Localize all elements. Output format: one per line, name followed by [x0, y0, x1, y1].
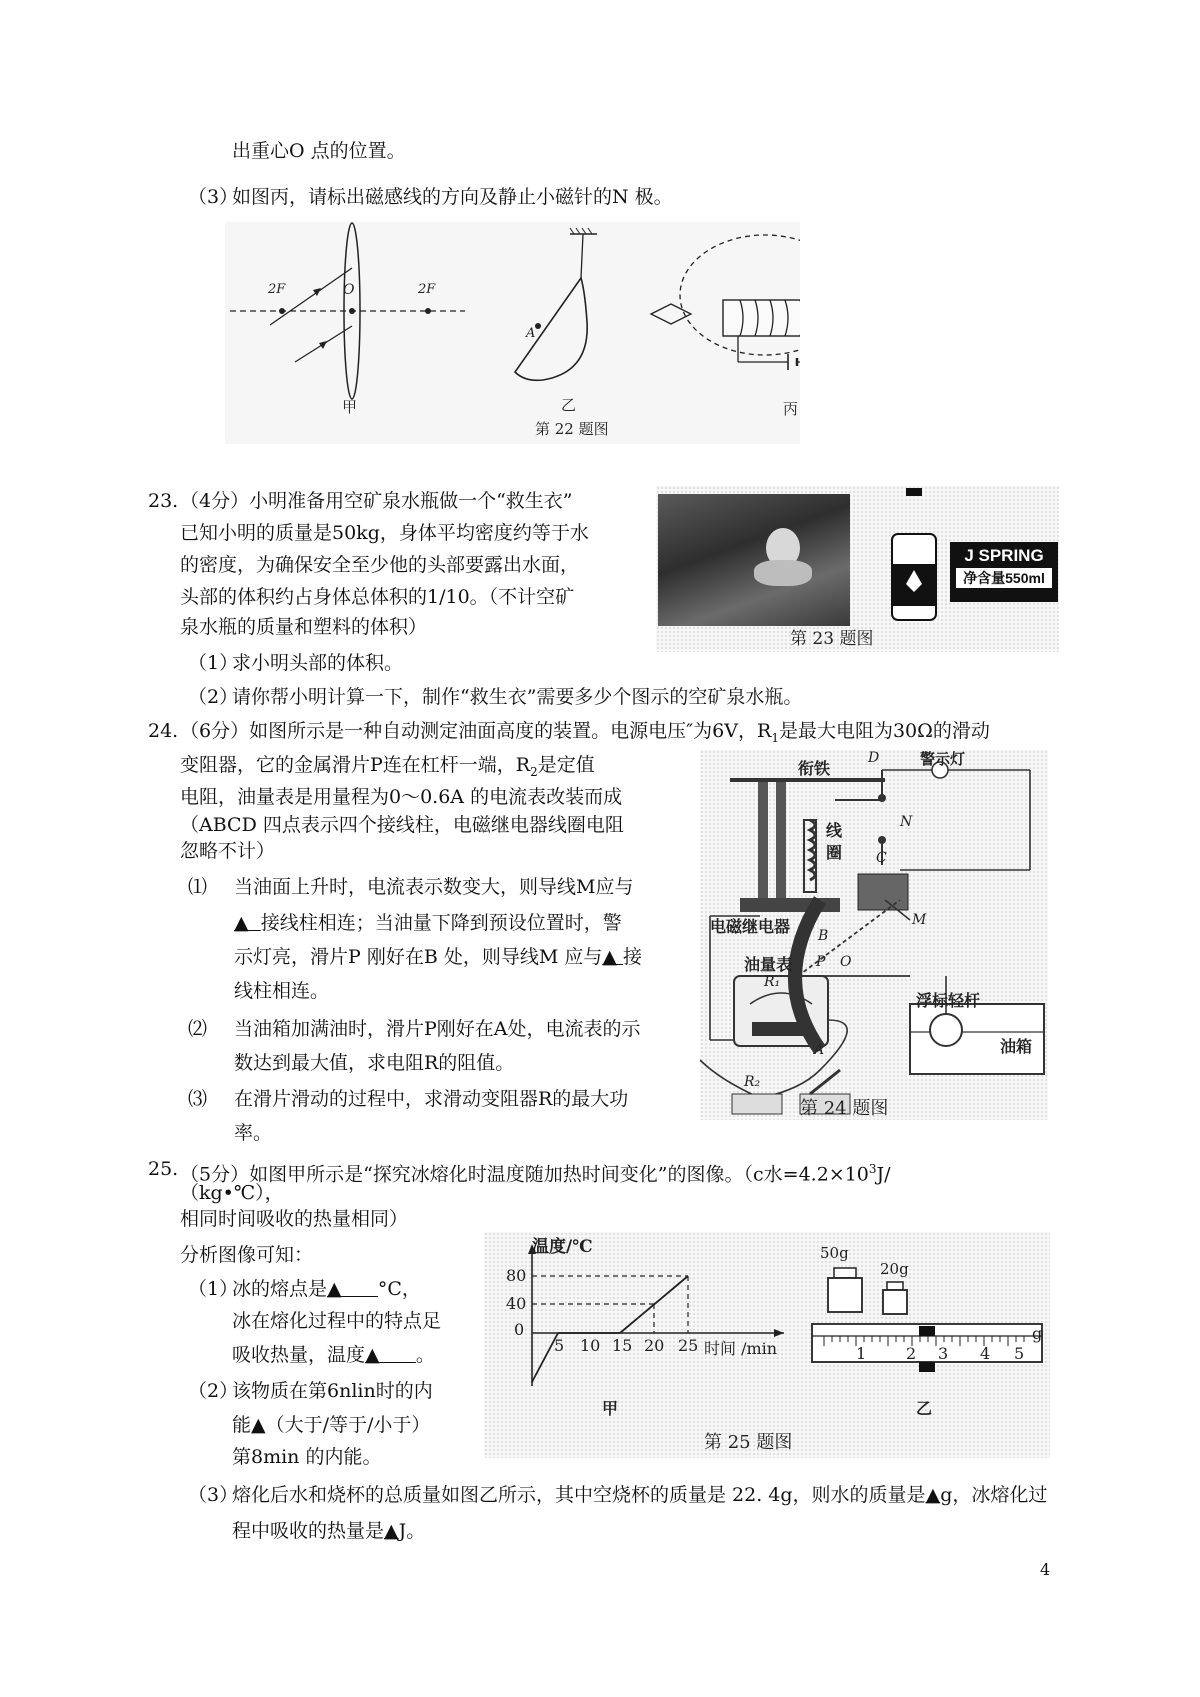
q25-sub1-line-1: 冰的熔点是▲ °C，: [232, 1278, 421, 1300]
q25-line-1: （5分）如图甲所示是“探究冰熔化时温度随加热时间变化”的图像。（c水$=4.2\times 10^3J/$: [180, 1162, 891, 1186]
label-o: O: [840, 954, 852, 970]
q23-number: 23.: [148, 490, 179, 512]
xtick-10: 10: [580, 1336, 601, 1355]
q23-line-4: 头部的体积约占身体总体积的1/10。（不计空矿: [180, 586, 575, 608]
scale-tick-3: 3: [938, 1344, 949, 1363]
q24-sub2-number: ⑵: [188, 1018, 208, 1040]
q24-sub1-line-2: ▲ 接线柱相连；当油量下降到预设位置时，警: [234, 912, 622, 934]
q24-sub1-line-1: 当油面上升时，电流表示数变大，则导线M应与: [234, 876, 634, 898]
scale-tick-4: 4: [980, 1344, 991, 1363]
figure-22: [225, 222, 800, 444]
xtick-5: 5: [554, 1336, 565, 1355]
xtick-25: 25: [678, 1336, 699, 1355]
q25-line-2: （kg•℃），: [180, 1182, 284, 1204]
q25-sub2-line-1: 该物质在第6nlin时的内: [232, 1380, 433, 1402]
q24-line-3: 电阻，油量表是用量程为0～0.6A 的电流表改装而成: [180, 786, 623, 808]
figure-23-caption: 第 23 题图: [790, 629, 874, 649]
coil-label-2: 圈: [826, 843, 843, 862]
q24-sub3-line-1: 在滑片滑动的过程中，求滑动变阻器R的最大功: [234, 1088, 629, 1110]
scale-unit: g: [1032, 1324, 1043, 1343]
label-o: O: [343, 282, 355, 298]
q25-sub1-line-2: 冰在熔化过程中的特点足: [232, 1310, 442, 1332]
label-a: A: [814, 1042, 825, 1058]
label-n: N: [900, 814, 913, 830]
bottle-volume: 净含量550ml: [956, 568, 1052, 588]
bottle-brand: J SPRING: [964, 546, 1044, 565]
q25-sub1-line-3: 吸收热量，温度▲ 。: [232, 1344, 435, 1366]
lamp-label: 警示灯: [920, 750, 966, 768]
q23-line-5: 泉水瓶的质量和塑料的体积）: [180, 616, 428, 638]
q24-line-1: （6分）如图所示是一种自动测定油面高度的装置。电源电压″为6V，$R_1$是最大电阻为30Ω的滑动: [180, 720, 990, 745]
q24-line-2: 变阻器，它的金属滑片P连在杠杆一端，$R_2$是定值: [180, 754, 595, 779]
figure-24-caption: 第 24 题图: [800, 1098, 889, 1119]
subfigure-yi: 乙: [916, 1399, 933, 1418]
weight-20g: 20g: [880, 1260, 909, 1278]
q25-sub2-line-3: 第8min 的内能。: [232, 1446, 382, 1468]
label-p: P: [816, 954, 826, 970]
tank-label: 油箱: [1000, 1037, 1033, 1056]
q24-sub3-line-2: 率。: [234, 1122, 273, 1144]
subfigure-jia: 甲: [602, 1399, 619, 1418]
ytick-80: 80: [506, 1266, 527, 1285]
page-number: 4: [1040, 1560, 1051, 1579]
q23-sub1-text: 求小明头部的体积。: [232, 652, 404, 674]
q23-line-2: 已知小明的质量是50kg，身体平均密度约等于水: [180, 522, 589, 544]
label-r2: R₂: [744, 1074, 761, 1090]
q24-sub3-number: ⑶: [188, 1088, 208, 1110]
q24-sub1-line-3: 示灯亮，滑片P 刚好在B 处，则导线M 应与▲ 接: [234, 946, 643, 968]
q23-sub2-text: 请你帮小明计算一下，制作“救生衣”需要多少个图示的空矿泉水瓶。: [232, 686, 803, 708]
q23-line-1: （4分）小明准备用空矿泉水瓶做一个“救生衣”: [180, 490, 573, 512]
q24-sub2-line-1: 当油箱加满油时，滑片P刚好在A处，电流表的示: [234, 1018, 641, 1040]
q25-sub3-line-2: 程中吸收的热量是▲J。: [232, 1520, 426, 1542]
label-c: C: [876, 850, 887, 866]
scale-tick-1: 1: [856, 1344, 867, 1363]
q25-sub3-line-1: 熔化后水和烧杯的总质量如图乙所示，其中空烧杯的质量是 22. 4g，则水的质量是▲g，冰熔化过: [232, 1484, 1048, 1506]
q24-line-5: 忽略不计）: [180, 840, 276, 862]
q23-sub2-number: （2）: [188, 686, 239, 708]
scale-tick-2: 2: [906, 1344, 917, 1363]
q22-sub3-text: 如图丙，请标出磁感线的方向及静止小磁针的N 极。: [232, 186, 673, 208]
q25-sub2-number: （2）: [188, 1380, 239, 1402]
bottle-label-box: [950, 542, 1058, 602]
meter-label: 油量表: [744, 955, 793, 974]
xtick-20: 20: [644, 1336, 665, 1355]
q25-line-3: 相同时间吸收的热量相同）: [180, 1208, 409, 1230]
q25-sub2-line-2: 能▲（大于/等于/小于）: [232, 1414, 431, 1436]
label-r1: R₁: [764, 974, 781, 990]
figure-25-caption: 第 25 题图: [704, 1432, 793, 1453]
q24-sub1-line-4: 线柱相连。: [234, 980, 330, 1002]
relay-label: 电磁继电器: [710, 917, 791, 936]
label-b: B: [818, 928, 829, 944]
temperature-graph: [484, 1232, 784, 1422]
graph-xlabel: 时间 /min: [704, 1339, 778, 1358]
xtick-15: 15: [612, 1336, 633, 1355]
ytick-0: 0: [514, 1320, 525, 1339]
subfigure-jia: 甲: [342, 398, 358, 416]
continued-line: 出重心O 点的位置。: [232, 140, 406, 162]
figure-25: [484, 1232, 1050, 1458]
coil-label-1: 线: [826, 821, 843, 840]
q24-sub1-number: ⑴: [188, 876, 208, 898]
label-a: A: [526, 326, 536, 341]
label-2f-left: 2F: [268, 282, 286, 297]
q25-sub3-number: （3）: [188, 1484, 239, 1506]
label-m: M: [912, 912, 927, 928]
armature-label: 衔铁: [798, 759, 831, 778]
float-lever-label: 浮标轻杆: [916, 991, 981, 1010]
ytick-40: 40: [506, 1294, 527, 1313]
q25-sub1-number: （1）: [188, 1278, 239, 1300]
q23-line-3: 的密度，为确保安全至少他的头部要露出水面，: [180, 554, 580, 576]
graph-ylabel: 温度/℃: [532, 1237, 593, 1257]
figure-24: [700, 750, 1048, 1120]
q24-number: 24.: [148, 720, 179, 742]
q24-sub2-line-2: 数达到最大值，求电阻R的阻值。: [234, 1052, 515, 1074]
figure-23: [656, 486, 1059, 652]
q25-number: 25.: [148, 1158, 179, 1180]
weight-50g: 50g: [820, 1244, 849, 1262]
q22-sub3-number: （3）: [188, 186, 239, 208]
swimming-photo: [658, 494, 850, 626]
label-2f-right: 2F: [418, 282, 436, 297]
figure-22-diagrams: [225, 222, 800, 444]
figure-22-caption: 第 22 题图: [535, 420, 609, 438]
subfigure-bing: 丙: [783, 400, 799, 418]
q25-analyze: 分析图像可知：: [180, 1244, 314, 1266]
q23-sub1-number: （1）: [188, 652, 239, 674]
bottle-drawing: [884, 486, 944, 626]
scale-tick-5: 5: [1014, 1344, 1025, 1363]
q24-line-4: （ABCD 四点表示四个接线柱，电磁继电器线圈电阻: [180, 814, 624, 836]
subfigure-yi: 乙: [561, 396, 577, 414]
label-d: D: [868, 750, 880, 766]
